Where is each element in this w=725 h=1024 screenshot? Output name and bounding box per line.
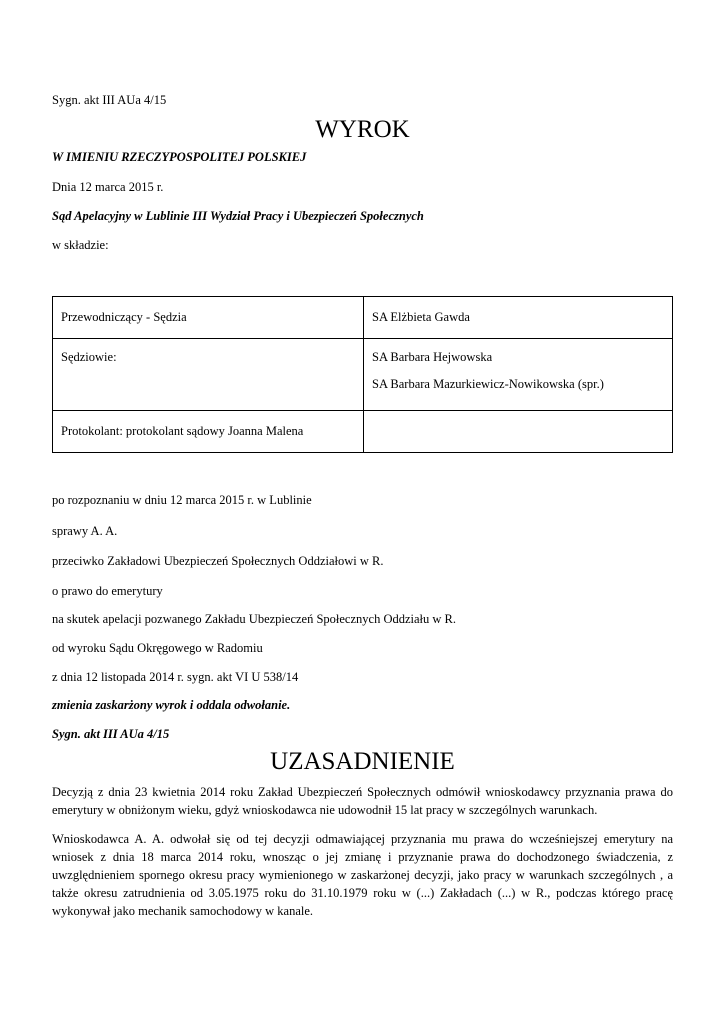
chair-label-cell: [53, 297, 364, 339]
empty-cell: [364, 411, 673, 453]
chair-name: SA Elżbieta Gawda: [372, 310, 470, 324]
composition-label: w składzie:: [52, 238, 109, 252]
judge-name-2: SA Barbara Mazurkiewicz-Nowikowska (spr.): [372, 377, 604, 391]
judgment-date: Dnia 12 marca 2015 r.: [52, 180, 164, 194]
table-row: [53, 411, 673, 453]
proceedings-line-2: sprawy A. A.: [52, 524, 118, 538]
verdict-line: zmienia zaskarżony wyrok i oddala odwołanie.: [52, 698, 291, 712]
proceedings-line-6: od wyroku Sądu Okręgowego w Radomiu: [52, 641, 263, 655]
justification-paragraph-1: Decyzją z dnia 23 kwietnia 2014 roku Zakład Ubezpieczeń Społecznych odmówił wnioskodawcy przyznania prawa do emerytury w obniżonym wieku, gdyż wnioskodawca nie udowodnił 15 lat pracy w szczególnych warunkach.: [52, 785, 673, 817]
justification-title: UZASADNIENIE: [270, 748, 455, 775]
clerk-line: Protokolant: protokolant sądowy Joanna Malena: [61, 424, 304, 438]
case-signature-top: Sygn. akt III AUa 4/15: [52, 93, 167, 107]
judgment-title: WYROK: [315, 116, 410, 143]
table-row: [53, 297, 673, 339]
table-row: [53, 339, 673, 411]
judges-label-cell: [53, 339, 364, 411]
proceedings-line-4: o prawo do emerytury: [52, 584, 163, 598]
case-signature-bottom: Sygn. akt III AUa 4/15: [52, 727, 170, 741]
proceedings-line-7: z dnia 12 listopada 2014 r. sygn. akt VI U 538/14: [52, 670, 299, 684]
justification-paragraph-2: Wnioskodawca A. A. odwołał się od tej decyzji odmawiającej przyznania mu prawa do wcześniejszej emerytury na wniosek z dnia 18 marca 2014 roku, wnosząc o jej zmianę i przyznanie prawa do dochodzonego świadczenia, z uwzględnieniem spornego okresu pracy wymienionego w zaskarżonej decyzji, jako pracy w warunkach szczególnych , a także okresu zatrudnienia od 3.05.1975 roku do 31.10.1979 roku w (...) Zakładach (...) w R., podczas którego pracę wykonywał jako mechanik samochodowy w kanale.: [52, 832, 673, 918]
proceedings-line-1: po rozpoznaniu w dniu 12 marca 2015 r. w Lublinie: [52, 493, 312, 507]
court-panel-table: [52, 296, 673, 453]
proceedings-line-5: na skutek apelacji pozwanego Zakładu Ubezpieczeń Społecznych Oddziału w R.: [52, 612, 457, 626]
judge-name-1: SA Barbara Hejwowska: [372, 350, 493, 364]
chair-name-cell: [364, 297, 673, 339]
clerk-cell: [53, 411, 364, 453]
chair-label: Przewodniczący - Sędzia: [61, 310, 187, 324]
court-name: Sąd Apelacyjny w Lublinie III Wydział Pracy i Ubezpieczeń Społecznych: [52, 209, 424, 223]
judges-names-cell: [364, 339, 673, 411]
in-the-name-line: W IMIENIU RZECZYPOSPOLITEJ POLSKIEJ: [52, 150, 307, 164]
judges-label: Sędziowie:: [61, 350, 117, 364]
proceedings-line-3: przeciwko Zakładowi Ubezpieczeń Społecznych Oddziałowi w R.: [52, 554, 384, 568]
